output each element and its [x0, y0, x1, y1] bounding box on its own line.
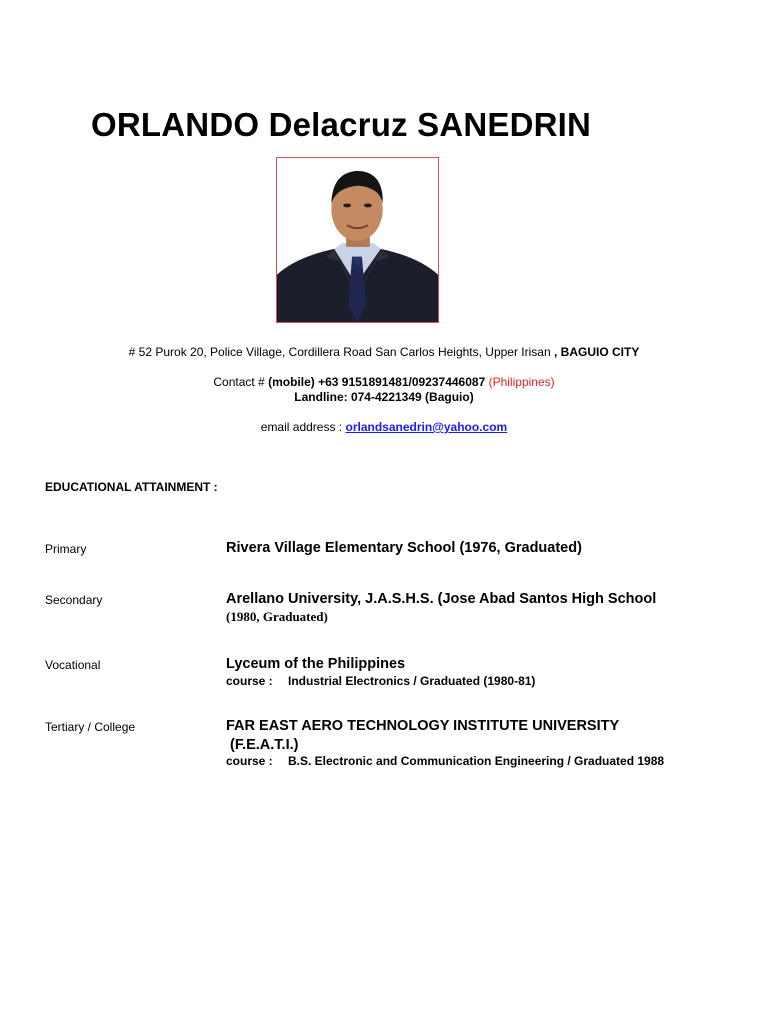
tertiary-course-text: B.S. Electronic and Communication Engineering / Graduated 1988: [288, 754, 665, 768]
secondary-school: Arellano University, J.A.S.H.S. (Jose Abad Santos High School: [226, 591, 657, 607]
email-link[interactable]: orlandsanedrin@yahoo.com: [345, 420, 508, 434]
address-city: , BAGUIO CITY: [554, 345, 640, 359]
landline-line: Landline: 074-4221349 (Baguio): [294, 390, 474, 404]
secondary-detail: (1980, Graduated): [226, 609, 328, 624]
address-line: [0, 345, 768, 359]
vocational-course-label: course :: [226, 674, 273, 688]
mobile-number: (mobile) +63 9151891481/09237446087: [268, 375, 486, 389]
tertiary-course: [226, 754, 664, 768]
tertiary-school-abbrev: (F.E.A.T.I.): [230, 737, 299, 753]
vocational-label: Vocational: [45, 658, 101, 672]
tertiary-school: FAR EAST AERO TECHNOLOGY INSTITUTE UNIVERSITY: [226, 718, 620, 734]
profile-photo: [276, 157, 439, 323]
primary-school: Rivera Village Elementary School (1976, Graduated): [226, 540, 582, 556]
vocational-school: Lyceum of the Philippines: [226, 656, 406, 672]
vocational-course-text: Industrial Electronics / Graduated (1980-81): [288, 674, 536, 688]
education-heading: EDUCATIONAL ATTAINMENT :: [45, 480, 218, 494]
portrait-image: [277, 158, 438, 322]
email-line: [0, 420, 768, 434]
page-title: ORLANDO Delacruz SANEDRIN: [91, 106, 592, 143]
tertiary-label: Tertiary / College: [45, 720, 136, 734]
contact-prefix: Contact #: [213, 375, 265, 389]
tertiary-course-label: course :: [226, 754, 273, 768]
primary-label: Primary: [45, 542, 87, 556]
country-label: (Philippines): [488, 375, 555, 389]
mobile-line: [0, 375, 768, 389]
address-text: # 52 Purok 20, Police Village, Cordillera Road San Carlos Heights, Upper Irisan: [128, 345, 551, 359]
vocational-course: [226, 674, 535, 688]
secondary-label: Secondary: [45, 593, 103, 607]
email-label: email address :: [260, 420, 343, 434]
